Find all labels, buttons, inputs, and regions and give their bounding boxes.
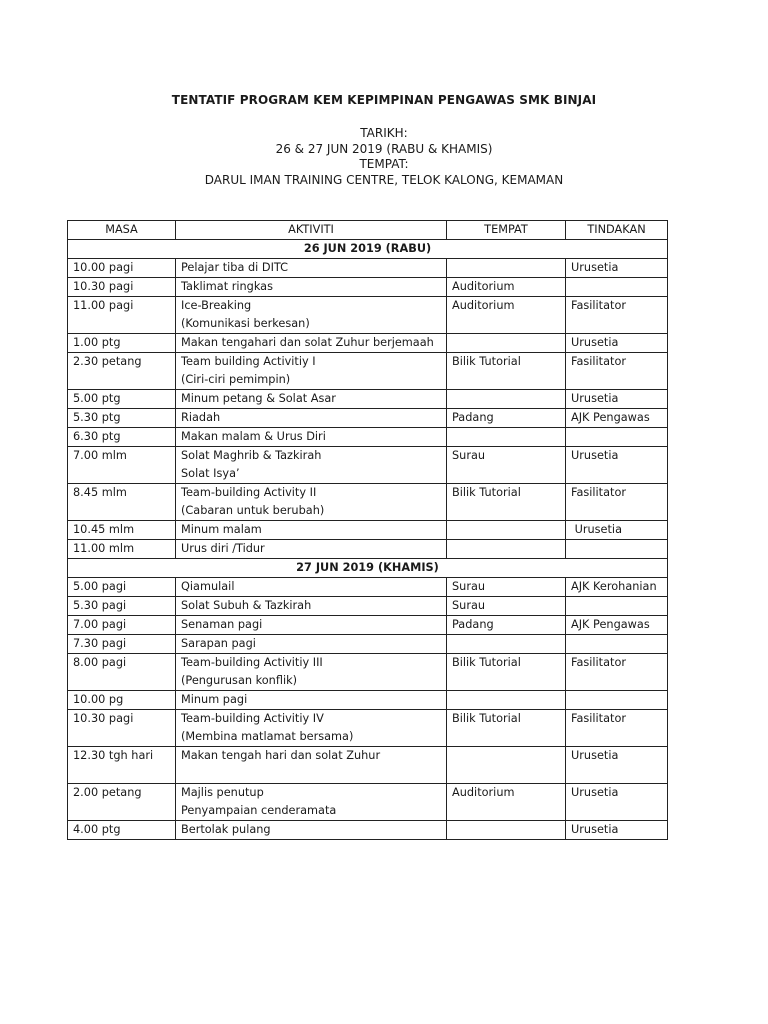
cell-tempat: Auditorium — [447, 297, 566, 334]
cell-aktiviti — [176, 390, 447, 409]
aktiviti-line: Minum petang & Solat Asar — [181, 392, 336, 405]
cell-tindakan: AJK Pengawas — [566, 616, 668, 635]
cell-tindakan: AJK Kerohanian — [566, 578, 668, 597]
cell-aktiviti — [176, 484, 447, 521]
aktiviti-line: Solat Maghrib & Tazkirah — [181, 449, 322, 462]
table-row — [68, 390, 668, 409]
cell-tindakan — [566, 597, 668, 616]
aktiviti-line: Solat Isya’ — [181, 467, 240, 480]
cell-aktiviti — [176, 710, 447, 747]
cell-tempat — [447, 691, 566, 710]
aktiviti-line: Majlis penutup — [181, 786, 264, 799]
day-label: 26 JUN 2019 (RABU) — [68, 240, 668, 259]
table-row — [68, 428, 668, 447]
cell-tempat: Bilik Tutorial — [447, 353, 566, 390]
schedule-body — [68, 240, 668, 840]
table-row — [68, 747, 668, 784]
cell-tempat — [447, 540, 566, 559]
cell-tempat — [447, 259, 566, 278]
cell-aktiviti — [176, 521, 447, 540]
cell-aktiviti — [176, 409, 447, 428]
table-row — [68, 540, 668, 559]
cell-tempat: Bilik Tutorial — [447, 484, 566, 521]
cell-masa: 10.45 mlm — [68, 521, 176, 540]
cell-tindakan: AJK Pengawas — [566, 409, 668, 428]
table-row — [68, 710, 668, 747]
cell-masa: 10.30 pagi — [68, 278, 176, 297]
table-row — [68, 409, 668, 428]
cell-tempat — [447, 428, 566, 447]
column-header-aktiviti: AKTIVITI — [176, 221, 447, 240]
aktiviti-line: Ice-Breaking — [181, 299, 252, 312]
table-row — [68, 334, 668, 353]
cell-aktiviti — [176, 597, 447, 616]
cell-aktiviti — [176, 784, 447, 821]
cell-tindakan: Fasilitator — [566, 710, 668, 747]
table-header-row — [68, 221, 668, 240]
cell-masa: 10.30 pagi — [68, 710, 176, 747]
cell-masa: 7.30 pagi — [68, 635, 176, 654]
cell-aktiviti — [176, 635, 447, 654]
cell-tindakan: Urusetia — [566, 259, 668, 278]
cell-tindakan — [566, 635, 668, 654]
cell-aktiviti — [176, 747, 447, 784]
cell-masa: 5.00 ptg — [68, 390, 176, 409]
cell-tempat — [447, 635, 566, 654]
day-header-row — [68, 240, 668, 259]
cell-masa: 11.00 mlm — [68, 540, 176, 559]
cell-tindakan: Urusetia — [566, 747, 668, 784]
cell-tindakan: Urusetia — [566, 447, 668, 484]
aktiviti-line: (Komunikasi berkesan) — [181, 317, 310, 330]
cell-tindakan: Fasilitator — [566, 654, 668, 691]
aktiviti-line: Urus diri /Tidur — [181, 542, 265, 555]
aktiviti-line: (Ciri-ciri pemimpin) — [181, 373, 291, 386]
aktiviti-line: Team-building Activitiy III — [181, 656, 323, 669]
cell-tindakan: Urusetia — [566, 334, 668, 353]
cell-aktiviti — [176, 334, 447, 353]
table-row — [68, 353, 668, 390]
aktiviti-line: Pelajar tiba di DITC — [181, 261, 289, 274]
event-info — [0, 126, 768, 188]
cell-tindakan — [566, 540, 668, 559]
cell-masa: 1.00 ptg — [68, 334, 176, 353]
cell-tempat — [447, 390, 566, 409]
cell-aktiviti — [176, 578, 447, 597]
cell-tempat: Surau — [447, 447, 566, 484]
column-header-tempat: TEMPAT — [447, 221, 566, 240]
cell-tempat — [447, 521, 566, 540]
schedule-table — [67, 220, 668, 840]
aktiviti-line: Minum pagi — [181, 693, 248, 706]
cell-masa: 5.30 ptg — [68, 409, 176, 428]
cell-tempat — [447, 747, 566, 784]
cell-tempat: Auditorium — [447, 784, 566, 821]
table-row — [68, 616, 668, 635]
cell-masa: 10.00 pg — [68, 691, 176, 710]
cell-masa: 6.30 ptg — [68, 428, 176, 447]
table-row — [68, 521, 668, 540]
cell-tindakan: Urusetia — [566, 521, 668, 540]
cell-masa: 5.00 pagi — [68, 578, 176, 597]
aktiviti-line: Minum malam — [181, 523, 262, 536]
table-row — [68, 654, 668, 691]
cell-masa: 10.00 pagi — [68, 259, 176, 278]
cell-tempat: Bilik Tutorial — [447, 710, 566, 747]
cell-aktiviti — [176, 654, 447, 691]
table-row — [68, 447, 668, 484]
table-row — [68, 297, 668, 334]
aktiviti-line: Team-building Activity II — [181, 486, 317, 499]
cell-aktiviti — [176, 821, 447, 840]
cell-masa: 12.30 tgh hari — [68, 747, 176, 784]
aktiviti-line: Makan malam & Urus Diri — [181, 430, 326, 443]
day-label: 27 JUN 2019 (KHAMIS) — [68, 559, 668, 578]
cell-tempat: Padang — [447, 409, 566, 428]
cell-tempat: Surau — [447, 578, 566, 597]
aktiviti-line: Makan tengah hari dan solat Zuhur — [181, 749, 381, 762]
cell-aktiviti — [176, 353, 447, 390]
table-row — [68, 597, 668, 616]
date-value: 26 & 27 JUN 2019 (RABU & KHAMIS) — [275, 141, 493, 156]
column-header-tindakan: TINDAKAN — [566, 221, 668, 240]
table-row — [68, 259, 668, 278]
cell-masa: 2.00 petang — [68, 784, 176, 821]
cell-tindakan: Urusetia — [566, 390, 668, 409]
aktiviti-line: Penyampaian cenderamata — [181, 804, 337, 817]
column-header-masa: MASA — [68, 221, 176, 240]
table-row — [68, 821, 668, 840]
cell-tempat — [447, 821, 566, 840]
table-row — [68, 691, 668, 710]
cell-masa: 11.00 pagi — [68, 297, 176, 334]
document-title: TENTATIF PROGRAM KEM KEPIMPINAN PENGAWAS SMK BINJAI — [171, 93, 597, 107]
cell-tempat: Padang — [447, 616, 566, 635]
cell-aktiviti — [176, 691, 447, 710]
cell-tindakan: Urusetia — [566, 821, 668, 840]
cell-tempat — [447, 334, 566, 353]
cell-aktiviti — [176, 297, 447, 334]
cell-tindakan — [566, 428, 668, 447]
cell-masa: 4.00 ptg — [68, 821, 176, 840]
aktiviti-line — [181, 765, 441, 783]
cell-masa: 7.00 pagi — [68, 616, 176, 635]
cell-tindakan: Urusetia — [566, 784, 668, 821]
aktiviti-line: Bertolak pulang — [181, 823, 271, 836]
table-row — [68, 578, 668, 597]
aktiviti-line: (Membina matlamat bersama) — [181, 730, 354, 743]
aktiviti-line: Taklimat ringkas — [181, 280, 273, 293]
cell-aktiviti — [176, 278, 447, 297]
table-row — [68, 484, 668, 521]
cell-tempat: Auditorium — [447, 278, 566, 297]
cell-masa: 8.45 mlm — [68, 484, 176, 521]
cell-masa: 2.30 petang — [68, 353, 176, 390]
cell-aktiviti — [176, 447, 447, 484]
aktiviti-line: Senaman pagi — [181, 618, 263, 631]
cell-aktiviti — [176, 616, 447, 635]
cell-tindakan: Fasilitator — [566, 297, 668, 334]
cell-masa: 5.30 pagi — [68, 597, 176, 616]
aktiviti-line: Qiamulail — [181, 580, 235, 593]
cell-tindakan: Fasilitator — [566, 484, 668, 521]
cell-aktiviti — [176, 428, 447, 447]
cell-tindakan: Fasilitator — [566, 353, 668, 390]
venue-label: TEMPAT: — [359, 157, 409, 171]
day-header-row — [68, 559, 668, 578]
aktiviti-line: Team building Activitiy I — [181, 355, 316, 368]
cell-masa: 7.00 mlm — [68, 447, 176, 484]
date-label: TARIKH: — [360, 126, 408, 140]
aktiviti-line: (Cabaran untuk berubah) — [181, 504, 325, 517]
aktiviti-line: Team-building Activitiy IV — [181, 712, 324, 725]
venue-value: DARUL IMAN TRAINING CENTRE, TELOK KALONG, KEMAMAN — [204, 172, 564, 187]
cell-aktiviti — [176, 259, 447, 278]
cell-tindakan — [566, 278, 668, 297]
aktiviti-line: Solat Subuh & Tazkirah — [181, 599, 312, 612]
table-row — [68, 278, 668, 297]
table-row — [68, 635, 668, 654]
table-row — [68, 784, 668, 821]
cell-tempat: Bilik Tutorial — [447, 654, 566, 691]
aktiviti-line: (Pengurusan konflik) — [181, 674, 298, 687]
aktiviti-line: Riadah — [181, 411, 221, 424]
aktiviti-line: Sarapan pagi — [181, 637, 256, 650]
cell-tempat: Surau — [447, 597, 566, 616]
cell-masa: 8.00 pagi — [68, 654, 176, 691]
aktiviti-line: Makan tengahari dan solat Zuhur berjemaah — [181, 336, 434, 349]
cell-tindakan — [566, 691, 668, 710]
cell-aktiviti — [176, 540, 447, 559]
